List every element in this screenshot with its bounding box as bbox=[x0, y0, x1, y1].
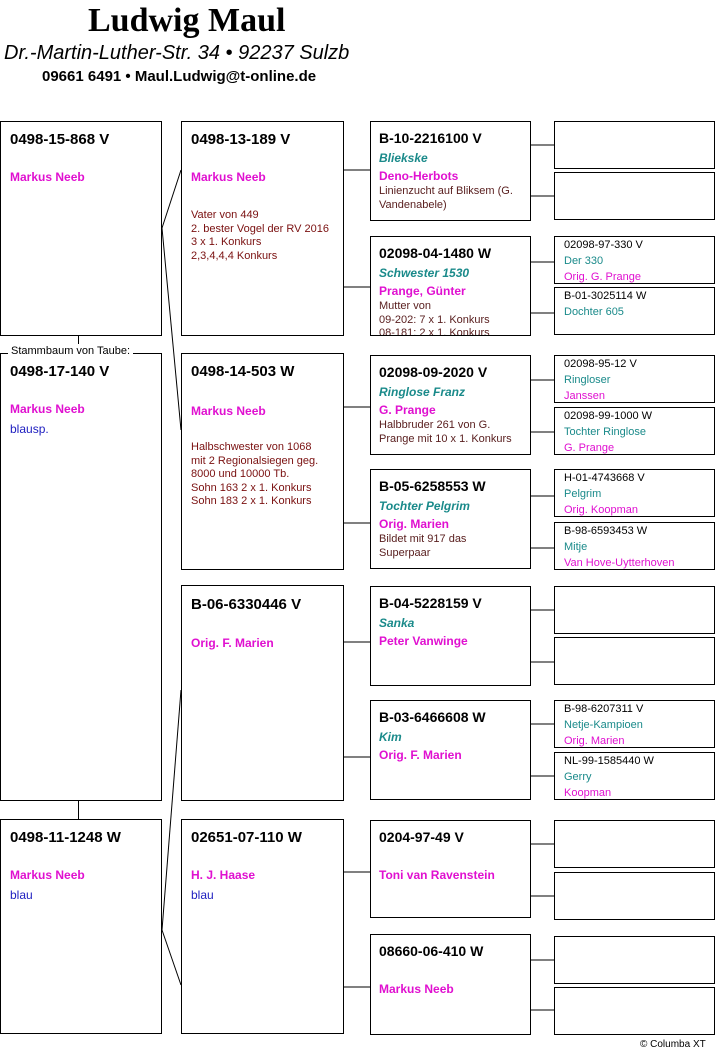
mmm-sire-box[interactable] bbox=[554, 936, 715, 984]
mff-dam-box[interactable] bbox=[554, 637, 715, 685]
mf-box[interactable] bbox=[181, 585, 344, 801]
mmm-dam-box[interactable] bbox=[554, 987, 715, 1035]
father-box[interactable] bbox=[0, 121, 162, 336]
fmmm-ring: B-98-6593453 W bbox=[564, 525, 648, 537]
mm-box[interactable] bbox=[181, 819, 344, 1034]
mfmf-name: Netje-Kampioen bbox=[564, 719, 643, 731]
subject-box[interactable] bbox=[0, 353, 162, 801]
mmf-box[interactable] bbox=[370, 820, 531, 918]
ffmf-box[interactable] bbox=[554, 236, 715, 284]
mff-name: Sanka bbox=[379, 616, 415, 630]
subject-caption: Stammbaum von Taube: bbox=[8, 345, 133, 357]
ffm-notes: Mutter von 09-202: 7 x 1. Konkurs 08-181: 2 x 1. Konkurs bbox=[379, 300, 490, 336]
fmm-notes: Bildet mit 917 das Superpaar bbox=[379, 533, 467, 559]
fmff-breeder: Janssen bbox=[564, 390, 605, 402]
fff-box[interactable] bbox=[370, 121, 531, 221]
fmfm-name: Tochter Ringlose bbox=[564, 426, 646, 438]
mm-color: blau bbox=[191, 888, 214, 902]
mmf-breeder: Toni van Ravenstein bbox=[379, 868, 495, 882]
mfmm-ring: NL-99-1585440 W bbox=[564, 755, 654, 767]
ffmm-box[interactable] bbox=[554, 287, 715, 335]
fmmf-breeder: Orig. Koopman bbox=[564, 504, 638, 516]
fmmm-breeder: Van Hove-Uytterhoven bbox=[564, 557, 675, 569]
fmm-box[interactable] bbox=[370, 469, 531, 569]
fff-notes: Linienzucht auf Bliksem (G. Vandenabele) bbox=[379, 185, 513, 211]
ffmf-breeder: Orig. G. Prange bbox=[564, 271, 642, 283]
fmf-ring: 02098-09-2020 V bbox=[379, 364, 488, 380]
ffmm-ring: B-01-3025114 W bbox=[564, 290, 647, 302]
ffm-box[interactable] bbox=[370, 236, 531, 336]
fmff-name: Ringloser bbox=[564, 374, 611, 386]
ff-breeder: Markus Neeb bbox=[191, 170, 266, 184]
mmm-box[interactable] bbox=[370, 934, 531, 1035]
mm-ring: 02651-07-110 W bbox=[191, 829, 302, 846]
mmf-dam-box[interactable] bbox=[554, 872, 715, 920]
mfmm-name: Gerry bbox=[564, 771, 592, 783]
mfmf-box[interactable] bbox=[554, 700, 715, 748]
fmf-name: Ringlose Franz bbox=[379, 385, 466, 399]
mfmm-breeder: Koopman bbox=[564, 787, 612, 799]
fmmf-ring: H-01-4743668 V bbox=[564, 472, 645, 484]
fff-dam-box[interactable] bbox=[554, 172, 715, 220]
fmf-notes: Halbbruder 261 von G. Prange mit 10 x 1. Konkurs bbox=[379, 419, 512, 445]
ff-ring: 0498-13-189 V bbox=[191, 131, 291, 148]
fmmf-box[interactable] bbox=[554, 469, 715, 517]
mfmf-breeder: Orig. Marien bbox=[564, 735, 625, 747]
mmm-breeder: Markus Neeb bbox=[379, 982, 454, 996]
fmmf-name: Pelgrim bbox=[564, 488, 602, 500]
fmff-ring: 02098-95-12 V bbox=[564, 358, 637, 370]
fm-ring: 0498-14-503 W bbox=[191, 363, 295, 380]
fmfm-box[interactable] bbox=[554, 407, 715, 455]
father-breeder: Markus Neeb bbox=[10, 170, 85, 184]
mff-breeder: Peter Vanwinge bbox=[379, 634, 468, 648]
mfmf-ring: B-98-6207311 V bbox=[564, 703, 644, 715]
fmm-breeder: Orig. Marien bbox=[379, 517, 450, 531]
mfm-ring: B-03-6466608 W bbox=[379, 709, 486, 725]
ff-box[interactable] bbox=[181, 121, 344, 336]
mm-breeder: H. J. Haase bbox=[191, 868, 256, 882]
fff-name: Bliekske bbox=[379, 151, 428, 165]
fff-breeder: Deno-Herbots bbox=[379, 169, 459, 183]
mother-breeder: Markus Neeb bbox=[10, 868, 85, 882]
mff-sire-box[interactable] bbox=[554, 586, 715, 634]
fm-notes: Halbschwester von 1068 mit 2 Regionalsiegen geg. 8000 und 10000 Tb. Sohn 163 2 x 1. Konkurs Sohn 183 2 x 1. Konkurs bbox=[191, 441, 319, 507]
ffm-ring: 02098-04-1480 W bbox=[379, 245, 492, 261]
mfm-breeder: Orig. F. Marien bbox=[379, 748, 462, 762]
fmmm-name: Mitje bbox=[564, 541, 588, 553]
fff-sire-box[interactable] bbox=[554, 121, 715, 169]
owner-contact: 09661 6491 • Maul.Ludwig@t-online.de bbox=[42, 68, 317, 85]
fmm-ring: B-05-6258553 W bbox=[379, 478, 486, 494]
ffmf-name: Der 330 bbox=[564, 255, 604, 267]
mfm-box[interactable] bbox=[370, 700, 531, 800]
fmmm-box[interactable] bbox=[554, 522, 715, 570]
ffm-breeder: Prange, Günter bbox=[379, 284, 466, 298]
mff-box[interactable] bbox=[370, 586, 531, 686]
mother-box[interactable] bbox=[0, 819, 162, 1034]
mff-ring: B-04-5228159 V bbox=[379, 595, 482, 611]
mmf-sire-box[interactable] bbox=[554, 820, 715, 868]
mf-breeder: Orig. F. Marien bbox=[191, 636, 274, 650]
mmf-ring: 0204-97-49 V bbox=[379, 829, 464, 845]
mother-color: blau bbox=[10, 888, 33, 902]
fmf-breeder: G. Prange bbox=[379, 403, 436, 417]
mother-ring: 0498-11-1248 W bbox=[10, 829, 121, 846]
fff-ring: B-10-2216100 V bbox=[379, 130, 482, 146]
ffmm-name: Dochter 605 bbox=[564, 306, 624, 318]
mfm-name: Kim bbox=[379, 730, 402, 744]
fm-breeder: Markus Neeb bbox=[191, 404, 266, 418]
subject-breeder: Markus Neeb bbox=[10, 402, 85, 416]
owner-address: Dr.-Martin-Luther-Str. 34 • 92237 Sulzb bbox=[4, 42, 350, 64]
mf-ring: B-06-6330446 V bbox=[191, 596, 302, 613]
fmfm-ring: 02098-99-1000 W bbox=[564, 410, 653, 422]
fmff-box[interactable] bbox=[554, 355, 715, 403]
mmm-ring: 08660-06-410 W bbox=[379, 943, 484, 959]
fmm-name: Tochter Pelgrim bbox=[379, 499, 470, 513]
subject-ring: 0498-17-140 V bbox=[10, 363, 110, 380]
footer-copyright: © Columba XT bbox=[640, 1039, 706, 1050]
ff-notes: Vater von 449 2. bester Vogel der RV 2016 3 x 1. Konkurs 2,3,4,4,4 Konkurs bbox=[191, 209, 330, 262]
owner-name: Ludwig Maul bbox=[88, 2, 286, 39]
mfmm-box[interactable] bbox=[554, 752, 715, 800]
subject-color: blausp. bbox=[10, 422, 49, 436]
ffmf-ring: 02098-97-330 V bbox=[564, 239, 643, 251]
ffm-name: Schwester 1530 bbox=[379, 266, 470, 280]
fmfm-breeder: G. Prange bbox=[564, 442, 615, 454]
father-ring: 0498-15-868 V bbox=[10, 131, 110, 148]
fm-box[interactable] bbox=[181, 353, 344, 570]
fmf-box[interactable] bbox=[370, 355, 531, 455]
